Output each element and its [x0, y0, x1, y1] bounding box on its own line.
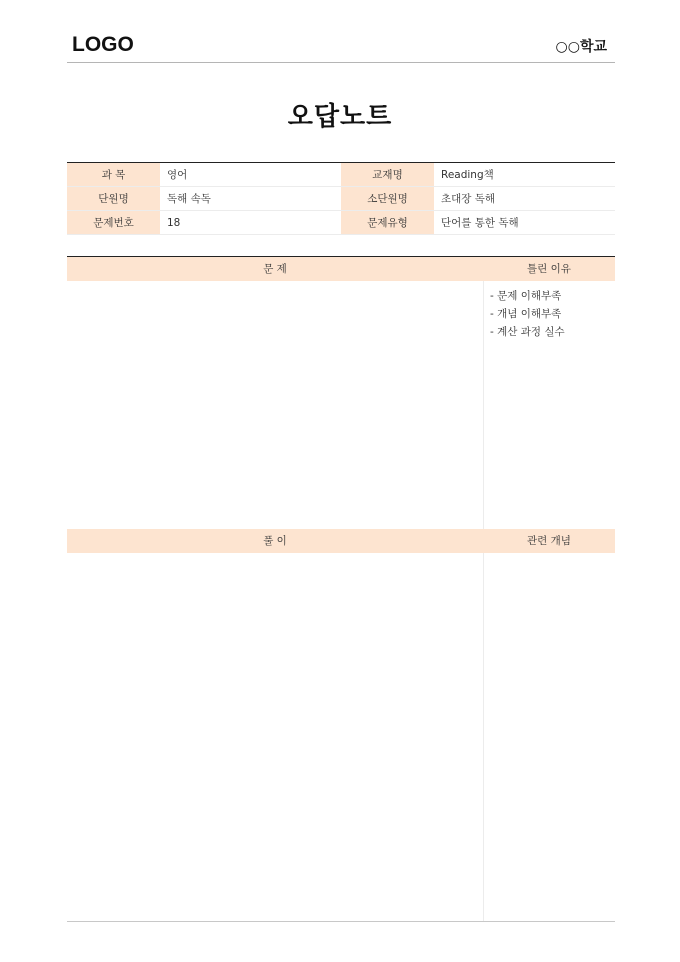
- school-name: ○○학교: [555, 39, 607, 55]
- textbook-label: 교재명: [341, 163, 434, 187]
- type-value[interactable]: 단어를 통한 독해: [434, 211, 615, 235]
- reason-list: [484, 281, 615, 341]
- number-label: 문제번호: [67, 211, 160, 235]
- list-item: - 계산 과정 실수: [490, 326, 565, 338]
- concept-header: 관련 개념: [527, 535, 571, 547]
- info-table: [67, 162, 615, 235]
- list-item: - 문제 이해부족: [490, 290, 562, 302]
- reason-header: 틀린 이유: [527, 263, 571, 275]
- info-row: [67, 211, 615, 235]
- footer-divider: [67, 921, 615, 922]
- solution-section-body: [67, 553, 615, 921]
- subunit-label: 소단원명: [341, 187, 434, 211]
- problem-header: 문 제: [263, 263, 287, 275]
- subject-value[interactable]: 영어: [160, 163, 341, 187]
- logo: LOGO: [72, 33, 134, 56]
- page-header: [67, 30, 615, 63]
- solution-section-header: [67, 529, 615, 553]
- solution-header: 풀 이: [263, 535, 287, 547]
- number-value[interactable]: 18: [160, 211, 341, 235]
- type-label: 문제유형: [341, 211, 434, 235]
- unit-label: 단원명: [67, 187, 160, 211]
- problem-area[interactable]: [67, 281, 483, 529]
- unit-value[interactable]: 독해 속독: [160, 187, 341, 211]
- subunit-value[interactable]: 초대장 독해: [434, 187, 615, 211]
- info-row: [67, 187, 615, 211]
- problem-section: [67, 256, 615, 529]
- problem-section-body: [67, 281, 615, 529]
- textbook-value[interactable]: Reading책: [434, 163, 615, 187]
- info-row: [67, 163, 615, 187]
- solution-section: [67, 529, 615, 921]
- page-title: 오답노트: [287, 102, 393, 132]
- concept-area[interactable]: [483, 553, 615, 921]
- reason-area[interactable]: [483, 281, 615, 529]
- list-item: - 개념 이해부족: [490, 308, 562, 320]
- solution-area[interactable]: [67, 553, 483, 921]
- problem-section-header: [67, 257, 615, 281]
- subject-label: 과 목: [67, 163, 160, 187]
